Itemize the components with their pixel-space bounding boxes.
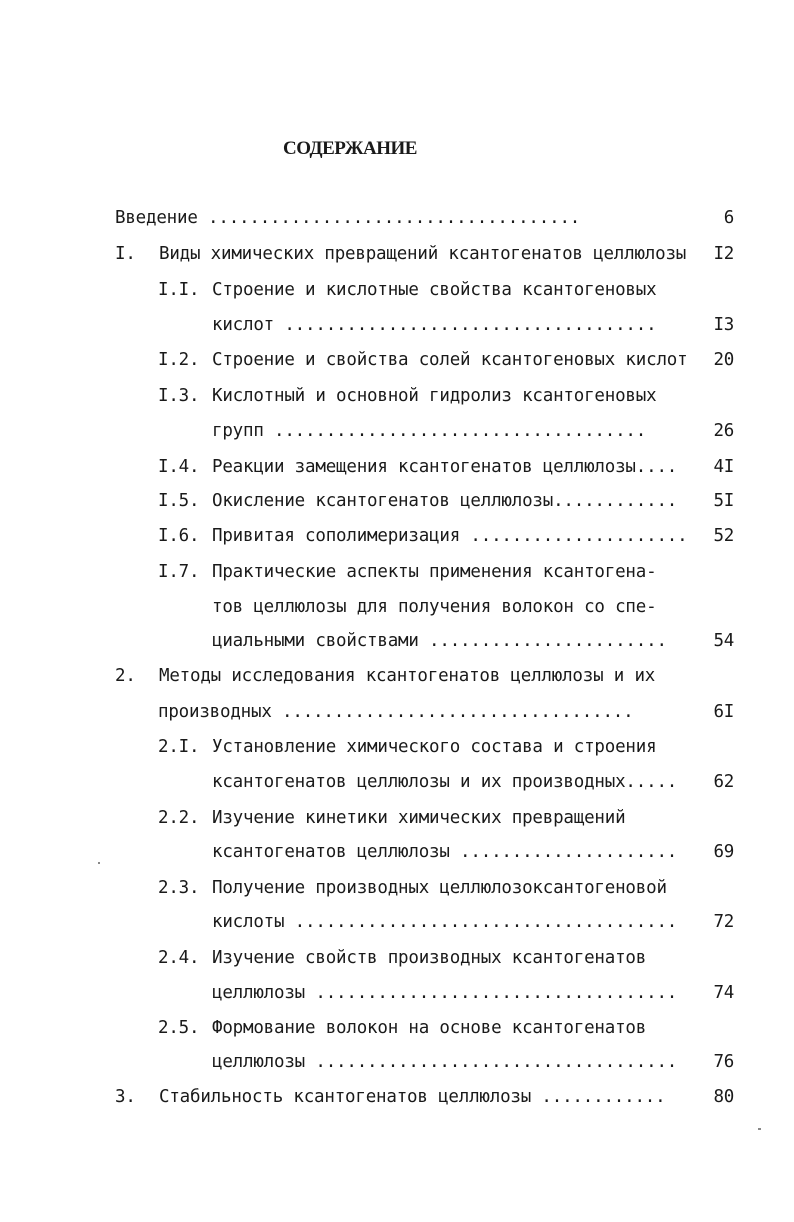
toc-entry-continuation	[212, 978, 677, 1008]
toc-entry-continuation	[212, 837, 677, 867]
toc-entry-text: целлюлозы ...................................	[212, 1052, 678, 1072]
toc-entry-text: Получение производных целлюлозоксантогеновой	[212, 878, 667, 898]
toc-entry-text: Изучение свойств производных ксантогенатов	[212, 948, 647, 968]
toc-entry-text: Виды химических превращений ксантогенатов целлюлозы	[159, 244, 687, 264]
toc-entry-introduction	[115, 203, 580, 233]
page-title: СОДЕРЖАНИЕ	[283, 138, 417, 159]
toc-entry-number: I.5.	[158, 491, 200, 511]
toc-page-number: 6I	[713, 702, 734, 722]
toc-page-number: 74	[713, 983, 734, 1003]
toc-entry-text: ксантогенатов целлюлозы и их производных.....	[212, 772, 678, 792]
toc-entry-text: Практические аспекты применения ксантогена-	[212, 562, 657, 582]
toc-entry-section-2-5	[158, 1013, 646, 1043]
toc-entry-section-1-1	[158, 275, 656, 305]
toc-page-number: 54	[713, 631, 734, 651]
toc-entry-chapter-3	[115, 1082, 665, 1112]
toc-entry-section-1-6	[158, 521, 687, 551]
toc-entry-number: 2.	[115, 666, 136, 686]
toc-entry-continuation	[212, 626, 667, 656]
toc-entry-text: Формование волокон на основе ксантогенатов	[212, 1018, 647, 1038]
toc-page-number: 26	[713, 421, 734, 441]
toc-entry-section-2-2	[158, 803, 625, 833]
toc-page-number: 20	[713, 350, 734, 370]
toc-entry-section-2-1	[158, 732, 656, 762]
toc-entry-number: 2.4.	[158, 948, 200, 968]
toc-entry-number: 2.5.	[158, 1018, 200, 1038]
toc-page-number: I2	[713, 244, 734, 264]
toc-page-number: 80	[713, 1087, 734, 1107]
toc-entry-text: кислот ....................................	[212, 315, 657, 335]
toc-entry-section-1-2	[158, 345, 687, 375]
toc-entry-chapter-2	[115, 661, 655, 691]
toc-page-number: 52	[713, 526, 734, 546]
toc-entry-text: Строение и свойства солей ксантогеновых кислот	[212, 350, 688, 370]
toc-entry-text: Стабильность ксантогенатов целлюлозы ............	[159, 1087, 666, 1107]
toc-entry-section-1-3	[158, 381, 656, 411]
toc-page-number: 62	[713, 772, 734, 792]
toc-entry-continuation	[158, 697, 633, 727]
toc-entry-continuation	[212, 592, 656, 622]
toc-entry-text: производных ..................................	[158, 702, 634, 722]
toc-page-number: I3	[713, 315, 734, 335]
toc-entry-number: I.	[115, 244, 136, 264]
toc-entry-chapter-1	[115, 239, 686, 269]
toc-entry-text: целлюлозы ...................................	[212, 983, 678, 1003]
toc-entry-text: Введение ....................................	[115, 208, 581, 228]
toc-entry-text: Реакции замещения ксантогенатов целлюлозы....	[212, 457, 678, 477]
toc-page-number: 4I	[713, 457, 734, 477]
toc-page-number: 72	[713, 912, 734, 932]
toc-entry-text: тов целлюлозы для получения волокон со спе-	[212, 597, 657, 617]
toc-entry-text: ксантогенатов целлюлозы .....................	[212, 842, 678, 862]
toc-entry-section-2-4	[158, 943, 646, 973]
toc-page-number: 69	[713, 842, 734, 862]
toc-entry-number: 2.I.	[158, 737, 200, 757]
toc-entry-section-1-4	[158, 452, 677, 482]
toc-entry-section-1-5	[158, 486, 677, 516]
toc-entry-continuation	[212, 1047, 677, 1077]
scan-speck	[98, 862, 100, 864]
toc-entry-text: циальными свойствами .......................	[212, 631, 667, 651]
toc-entry-number: I.3.	[158, 386, 200, 406]
toc-entry-number: I.7.	[158, 562, 200, 582]
toc-entry-continuation	[212, 416, 646, 446]
toc-entry-text: Установление химического состава и строения	[212, 737, 657, 757]
toc-entry-number: 2.3.	[158, 878, 200, 898]
scan-speck	[758, 1128, 761, 1130]
toc-entry-number: I.2.	[158, 350, 200, 370]
toc-entry-number: I.4.	[158, 457, 200, 477]
toc-entry-text: Методы исследования ксантогенатов целлюлозы и их	[159, 666, 656, 686]
toc-page-number: 76	[713, 1052, 734, 1072]
toc-entry-text: Привитая сополимеризация .....................	[212, 526, 688, 546]
toc-entry-number: 2.2.	[158, 808, 200, 828]
toc-entry-number: I.I.	[158, 280, 200, 300]
toc-page-number: 6	[723, 208, 734, 228]
toc-entry-text: Кислотный и основной гидролиз ксантогеновых	[212, 386, 657, 406]
toc-entry-number: I.6.	[158, 526, 200, 546]
toc-entry-continuation	[212, 310, 656, 340]
toc-entry-text: Изучение кинетики химических превращений	[212, 808, 626, 828]
toc-entry-number: 3.	[115, 1087, 136, 1107]
toc-entry-section-1-7	[158, 557, 656, 587]
toc-entry-text: Окисление ксантогенатов целлюлозы............	[212, 491, 678, 511]
toc-entry-section-2-3	[158, 873, 667, 903]
toc-entry-continuation	[212, 907, 677, 937]
toc-entry-text: Строение и кислотные свойства ксантогеновых	[212, 280, 657, 300]
toc-entry-text: групп ....................................	[212, 421, 647, 441]
toc-entry-text: кислоты .....................................	[212, 912, 678, 932]
toc-entry-continuation	[212, 767, 677, 797]
toc-page-number: 5I	[713, 491, 734, 511]
